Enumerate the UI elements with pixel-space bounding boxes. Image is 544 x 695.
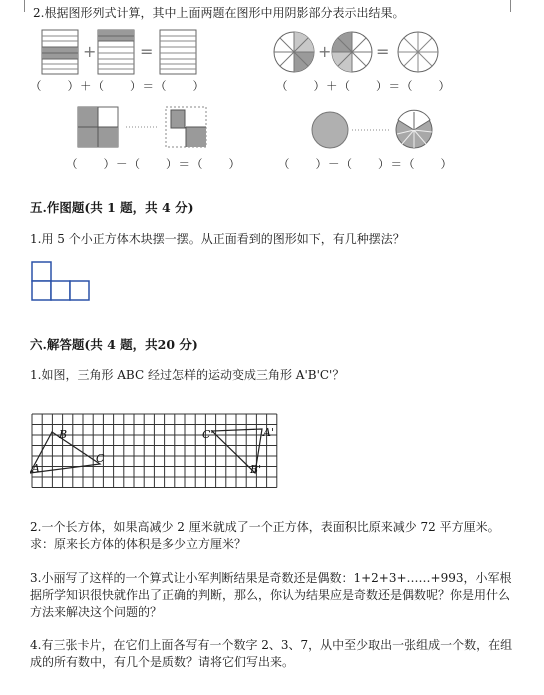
fraction-rect-3 <box>160 30 196 74</box>
equals-sign: = <box>376 42 390 61</box>
crop-mark <box>14 0 25 12</box>
subtraction-squares-1 <box>78 107 206 147</box>
label-c-prime: C' <box>202 428 214 441</box>
blank-row-bottom-left: （ ）－（ ）＝（ ） <box>66 157 241 171</box>
section5-q1: 1.用 5 个小正方体木块摆一摆。从正面看到的图形如下，有几种摆法？ <box>30 232 405 246</box>
label-b-prime: B' <box>250 463 262 476</box>
plus-sign: + <box>83 42 97 61</box>
plus-sign: + <box>318 42 332 61</box>
section6-q3: 3.小丽写了这样的一个算式让小军判断结果是奇数还是偶数：1+2+3+……+993，小军根据所学知识很快就作出了正确的判断，那么，你认为结果应是奇数还是偶数呢？你是用什么方法来解决这个问题的？ <box>30 571 512 619</box>
section6-q1: 1.如图，三角形 ABC 经过怎样的运动变成三角形 A'B'C'？ <box>30 368 345 382</box>
blank-row-top-left: （ ）＋（ ）＝（ ） <box>30 79 205 93</box>
transformation-grid <box>30 410 280 490</box>
subtraction-circles-2 <box>312 110 432 148</box>
fraction-rect-1 <box>42 30 78 74</box>
front-view-figure <box>30 260 94 304</box>
equals-sign: = <box>140 42 154 61</box>
label-a: A <box>32 462 40 475</box>
crop-mark <box>510 0 521 12</box>
fraction-rect-2 <box>98 30 134 74</box>
fraction-circle-1 <box>274 32 314 72</box>
fraction-circle-3 <box>398 32 438 72</box>
label-b: B <box>59 428 68 441</box>
section6-q2: 2.一个长方体，如果高减少 2 厘米就成了一个正方体，表面积比原来减少 72 平方厘米。求：原来长方体的体积是多少立方厘米？ <box>30 520 500 551</box>
section6-q4: 4.有三张卡片，在它们上面各写有一个数字 2、3、7，从中至少取出一张组成一个数，在组成的所有数中，有几个是质数？请将它们写出来。 <box>30 638 513 669</box>
section6-title: 六.解答题(共 4 题，共20 分) <box>30 337 198 352</box>
blank-row-top-right: （ ）＋（ ）＝（ ） <box>276 79 451 93</box>
q2-intro: 2.根据图形列式计算，其中上面两题在图形中用阴影部分表示出结果。 <box>33 6 405 20</box>
label-c: C <box>96 452 105 465</box>
label-a-prime: A' <box>263 426 274 439</box>
section5-title: 五.作图题(共 1 题，共 4 分) <box>30 200 194 215</box>
blank-row-bottom-right: （ ）－（ ）＝（ ） <box>278 157 453 171</box>
fraction-circle-2 <box>332 32 372 72</box>
